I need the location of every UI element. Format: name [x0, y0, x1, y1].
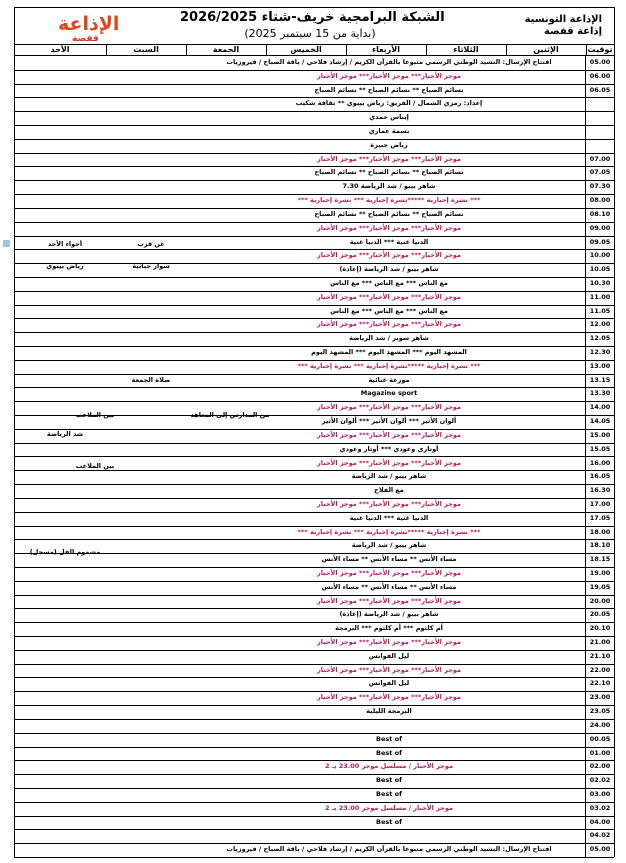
program-cell: افتتاح الإرسال: النشيد الوطني الرسمي متبوعا بالقرآن الكريم / إرشاد فلاحي / باقة الصباح / فيروزيات	[226, 845, 552, 854]
program-cell: Magazine sport	[360, 389, 418, 398]
col-divider	[106, 44, 107, 55]
schedule-row	[14, 194, 614, 209]
schedule-row	[14, 664, 614, 679]
program-cell: مساء الأنس ** مساء الأنس ** مساء الأنس	[321, 582, 457, 591]
time-cell: 04.02	[585, 829, 614, 843]
schedule-row	[14, 139, 614, 154]
page-subtitle: (بداية من 15 سبتمبر 2025)	[244, 27, 376, 40]
program-cell: شاهر بيبو / شد الرياضة	[351, 472, 427, 481]
side-cell: رياض بيبوي	[46, 262, 84, 270]
frame-right-border	[614, 7, 615, 857]
time-cell: 09.05	[585, 236, 614, 250]
schedule-row	[14, 222, 614, 237]
schedule-row	[14, 153, 614, 168]
station-name	[502, 14, 602, 38]
time-cell: 17.00	[585, 498, 614, 512]
news-bulletin-cell: *** نشرة إخبارية *****نشرة إخبارية *** نشرة إخبارية ***	[297, 196, 481, 205]
frame-top-border	[14, 7, 614, 8]
schedule-row	[14, 291, 614, 306]
schedule-row	[14, 677, 614, 692]
program-cell: أوتاري وعودي *** أوتار وعودي	[339, 444, 439, 453]
time-cell: 15.05	[585, 443, 614, 457]
program-cell: Best of	[376, 748, 402, 757]
program-cell: Best of	[376, 734, 402, 743]
news-bulletin-cell: موجز الأخبار*** موجز الأخبار*** موجز الأخبار	[317, 154, 461, 163]
program-cell: البرمجة الليلية	[366, 707, 412, 716]
col-divider	[426, 44, 427, 55]
news-bulletin-cell: موجز الأخبار*** موجز الأخبار*** موجز الأخبار	[317, 320, 461, 329]
time-cell: 02.00	[585, 760, 614, 774]
day-header-thursday: الخميس	[290, 45, 322, 54]
schedule-row	[14, 691, 614, 706]
time-cell: 05.00	[585, 56, 614, 70]
time-cell: 13.00	[585, 360, 614, 374]
program-cell: نسائم الصباح ** نسائم الصباح ** نسائم الصباح	[314, 168, 464, 177]
schedule-row	[14, 305, 614, 320]
program-cell: شاهر بيبو / شد الرياضة	[351, 541, 427, 550]
news-bulletin-cell: موجز الأخبار*** موجز الأخبار*** موجز الأخبار	[317, 292, 461, 301]
time-cell: 08.00	[585, 194, 614, 208]
time-cell	[585, 139, 614, 153]
margin-marker	[3, 240, 10, 247]
time-cell: 05.00	[585, 843, 614, 857]
program-cell: الدنيا غنية *** الدنيا غنية	[349, 513, 429, 522]
news-bulletin-cell: موجز الأخبار*** موجز الأخبار*** موجز الأخبار	[317, 665, 461, 674]
page-title: الشبكة البرامجية خريف-شتاء 2026/2025	[180, 10, 445, 25]
time-cell: 01.00	[585, 747, 614, 761]
program-cell: إعداد: رمزي الشمال / الفريق: رياض بيبوي ** ثقافة شكيب	[295, 99, 483, 108]
time-cell: 06.00	[585, 70, 614, 84]
time-cell: 10.00	[585, 249, 614, 263]
day-header-wednesday: الأربعاء	[372, 45, 400, 54]
time-cell: 03.00	[585, 788, 614, 802]
program-cell: إيناس حمدي	[369, 113, 409, 122]
schedule-row	[14, 802, 614, 817]
program-cell: ألوان الأثير *** ألوان الأثير *** ألوان الأثير	[321, 417, 457, 426]
program-cell: موزعة غنائية	[368, 375, 410, 384]
day-header-sunday: الأحد	[50, 45, 70, 54]
schedule-row	[14, 70, 614, 85]
time-cell: 20.05	[585, 608, 614, 622]
program-cell: ليل الفوانس	[368, 651, 410, 660]
program-cell: ليل الفوانس	[368, 679, 410, 688]
time-cell: 14.05	[585, 415, 614, 429]
time-cell: 24.00	[585, 719, 614, 733]
news-bulletin-cell: موجز الأخبار*** موجز الأخبار*** موجز الأخبار	[317, 638, 461, 647]
schedule-row	[14, 595, 614, 610]
time-cell: 07.30	[585, 180, 614, 194]
news-bulletin-cell: موجز الأخبار*** موجز الأخبار*** موجز الأخبار	[317, 499, 461, 508]
side-cell: من المدارس إلى المعاهد	[190, 411, 270, 419]
side-cell: عن قرب	[137, 240, 165, 248]
news-bulletin-cell: موجز الأخبار*** موجز الأخبار*** موجز الأخبار	[317, 430, 461, 439]
schedule-row	[14, 56, 614, 71]
days-header-row	[14, 44, 614, 56]
program-cell: نسائم الصباح ** نسائم الصباح ** نسائم الصباح	[314, 209, 464, 218]
time-cell: 00.05	[585, 733, 614, 747]
side-cell: مشموم الفل (مسجل)	[29, 548, 101, 556]
side-cell: أجواء الأحد	[47, 240, 83, 248]
time-cell: 10.05	[585, 263, 614, 277]
schedule-row	[14, 705, 614, 720]
time-cell: 17.05	[585, 512, 614, 526]
col-divider	[186, 44, 187, 55]
time-column-header: توقيت	[587, 45, 613, 54]
schedule-row	[14, 747, 614, 762]
time-cell: 07.05	[585, 166, 614, 180]
schedule-row	[14, 346, 614, 361]
time-cell: 12.30	[585, 346, 614, 360]
schedule-row	[14, 829, 614, 844]
time-cell: 12.05	[585, 332, 614, 346]
schedule-row	[14, 650, 614, 665]
news-bulletin-cell: موجز الأخبار*** موجز الأخبار*** موجز الأخبار	[317, 458, 461, 467]
news-bulletin-cell: موجز الأخبار*** موجز الأخبار*** موجز الأخبار	[317, 403, 461, 412]
schedule-row	[14, 208, 614, 223]
program-cell	[194, 719, 584, 733]
schedule-row	[14, 84, 614, 99]
time-cell: 15.00	[585, 429, 614, 443]
time-cell: 10.30	[585, 277, 614, 291]
schedule-row	[14, 498, 614, 513]
day-header-friday: الجمعة	[212, 45, 240, 54]
time-cell: 21.00	[585, 636, 614, 650]
schedule-row	[14, 581, 614, 596]
program-cell: Best of	[376, 789, 402, 798]
logo-text: الإذاعة	[58, 13, 120, 35]
side-cell: بين الملاعب	[75, 462, 115, 470]
day-header-monday: الإثنين	[533, 45, 559, 54]
schedule-row	[14, 332, 614, 347]
program-cell: شاهر بيبو / شد الرياضة (إعادة)	[339, 265, 439, 274]
schedule-row	[14, 180, 614, 195]
news-bulletin-cell: موجز الأخبار*** موجز الأخبار*** موجز الأخبار	[317, 223, 461, 232]
schedule-row	[14, 111, 614, 126]
time-cell: 16.05	[585, 470, 614, 484]
program-cell: رياض جبيرة	[370, 140, 408, 149]
program-cell: المشهد اليوم *** المشهد اليوم *** المشهد اليوم	[311, 348, 467, 357]
schedule-row	[14, 843, 614, 858]
program-cell: بسمة عماري	[368, 127, 410, 136]
schedule-row	[14, 125, 614, 140]
schedule-row	[14, 816, 614, 831]
col-divider	[346, 44, 347, 55]
schedule-row	[14, 470, 614, 485]
time-cell: 23.00	[585, 691, 614, 705]
time-cell: 06.05	[585, 84, 614, 98]
schedule-row	[14, 636, 614, 651]
time-cell	[585, 125, 614, 139]
schedule-row	[14, 374, 614, 389]
time-cell: 20.10	[585, 622, 614, 636]
schedule-row	[14, 622, 614, 637]
program-cell: افتتاح الإرسال: النشيد الوطني الرسمي متبوعا بالقرآن الكريم / إرشاد فلاحي / باقة الصباح / فيروزيات	[226, 58, 552, 66]
program-cell: مع الناس *** مع الناس *** مع الناس	[330, 306, 448, 315]
time-cell: 07.00	[585, 153, 614, 167]
col-divider	[506, 44, 507, 55]
station-line-1: الإذاعة التونسية	[524, 14, 602, 25]
side-cell: شد الرياضة	[46, 430, 84, 438]
program-cell: شاهر بيبو / شد الرياضة (إعادة)	[339, 610, 439, 619]
schedule-row	[14, 512, 614, 527]
schedule-row	[14, 526, 614, 541]
news-bulletin-cell: موجز الأخبار*** موجز الأخبار*** موجز الأخبار	[317, 596, 461, 605]
radio-logo	[58, 13, 120, 44]
time-cell: 14.00	[585, 401, 614, 415]
side-cell: صلاة الجمعة	[131, 376, 171, 384]
time-cell: 22.00	[585, 664, 614, 678]
time-cell: 18.00	[585, 526, 614, 540]
time-cell: 04.00	[585, 816, 614, 830]
schedule-row	[14, 387, 614, 402]
program-cell: مع الفلاح	[374, 486, 404, 495]
time-cell: 19.05	[585, 581, 614, 595]
time-cell: 09.00	[585, 222, 614, 236]
logo-subtext: قفصة	[72, 34, 99, 44]
time-cell: 20.00	[585, 595, 614, 609]
time-cell: 22.10	[585, 677, 614, 691]
side-cell: بين الملاعب	[75, 411, 115, 419]
schedule-row	[14, 443, 614, 458]
time-cell: 11.05	[585, 305, 614, 319]
schedule-row	[14, 166, 614, 181]
time-cell: 12.00	[585, 318, 614, 332]
time-cell: 16.30	[585, 484, 614, 498]
station-line-2: إذاعة قفصة	[543, 26, 602, 37]
time-cell: 02.02	[585, 774, 614, 788]
schedule-row	[14, 608, 614, 623]
time-cell: 11.00	[585, 291, 614, 305]
col-divider	[586, 44, 587, 55]
time-cell: 23.05	[585, 705, 614, 719]
news-bulletin-cell: موجز الأخبار*** موجز الأخبار*** موجز الأخبار	[317, 251, 461, 260]
schedule-row	[14, 318, 614, 333]
schedule-row	[14, 719, 614, 734]
program-cell: Best of	[376, 776, 402, 785]
time-cell: 13.30	[585, 387, 614, 401]
program-cell: شاهر سوير / شد الرياضة	[349, 334, 429, 343]
program-cell: Best of	[376, 817, 402, 826]
program-cell: مع الناس *** مع الناس *** مع الناس	[330, 278, 448, 287]
time-cell: 08.10	[585, 208, 614, 222]
schedule-row	[14, 360, 614, 375]
schedule-row	[14, 97, 614, 112]
schedule-row	[14, 733, 614, 748]
news-bulletin-cell: *** نشرة إخبارية *****نشرة إخبارية *** نشرة إخبارية ***	[297, 361, 481, 370]
day-header-saturday: السبت	[133, 45, 159, 54]
news-bulletin-cell: موجز الأخبار / مسلسل موجز 23.00 يـ 2	[325, 803, 453, 812]
program-cell: نسائم الصباح ** نسائم الصباح ** نسائم الصباح	[314, 85, 464, 94]
schedule-row	[14, 567, 614, 582]
time-cell: 18.15	[585, 553, 614, 567]
program-cell: مساء الأنس ** مساء الأنس ** مساء الأنس	[321, 555, 457, 564]
schedule-row	[14, 788, 614, 803]
program-cell: الدنيا غنية *** الدنيا غنية	[349, 237, 429, 246]
time-cell	[585, 97, 614, 111]
time-cell: 18.10	[585, 539, 614, 553]
time-cell: 16.00	[585, 457, 614, 471]
side-cell: سوار جبابية	[132, 262, 170, 270]
program-cell: 7.30 شاهر بيبو / شد الرياضة	[342, 182, 436, 191]
news-bulletin-cell: موجز الأخبار*** موجز الأخبار*** موجز الأخبار	[317, 568, 461, 577]
schedule-row	[14, 774, 614, 789]
time-cell: 21.10	[585, 650, 614, 664]
news-bulletin-cell: موجز الأخبار*** موجز الأخبار*** موجز الأخبار	[317, 693, 461, 702]
time-cell: 13.15	[585, 374, 614, 388]
schedule-row	[14, 277, 614, 292]
schedule-row	[14, 484, 614, 499]
col-divider	[266, 44, 267, 55]
time-cell: 19.00	[585, 567, 614, 581]
program-cell: أم كلثوم *** أم كلثوم *** البرمجة	[335, 624, 443, 633]
schedule-row	[14, 760, 614, 775]
news-bulletin-cell: موجز الأخبار / مسلسل موجز 23.00 يـ 2	[325, 762, 453, 771]
news-bulletin-cell: *** نشرة إخبارية *****نشرة إخبارية *** نشرة إخبارية ***	[297, 527, 481, 536]
program-cell	[194, 829, 584, 843]
day-header-tuesday: الثلاثاء	[453, 45, 479, 54]
news-bulletin-cell: موجز الأخبار*** موجز الأخبار*** موجز الأخبار	[317, 71, 461, 80]
time-cell	[585, 111, 614, 125]
time-cell: 03.02	[585, 802, 614, 816]
